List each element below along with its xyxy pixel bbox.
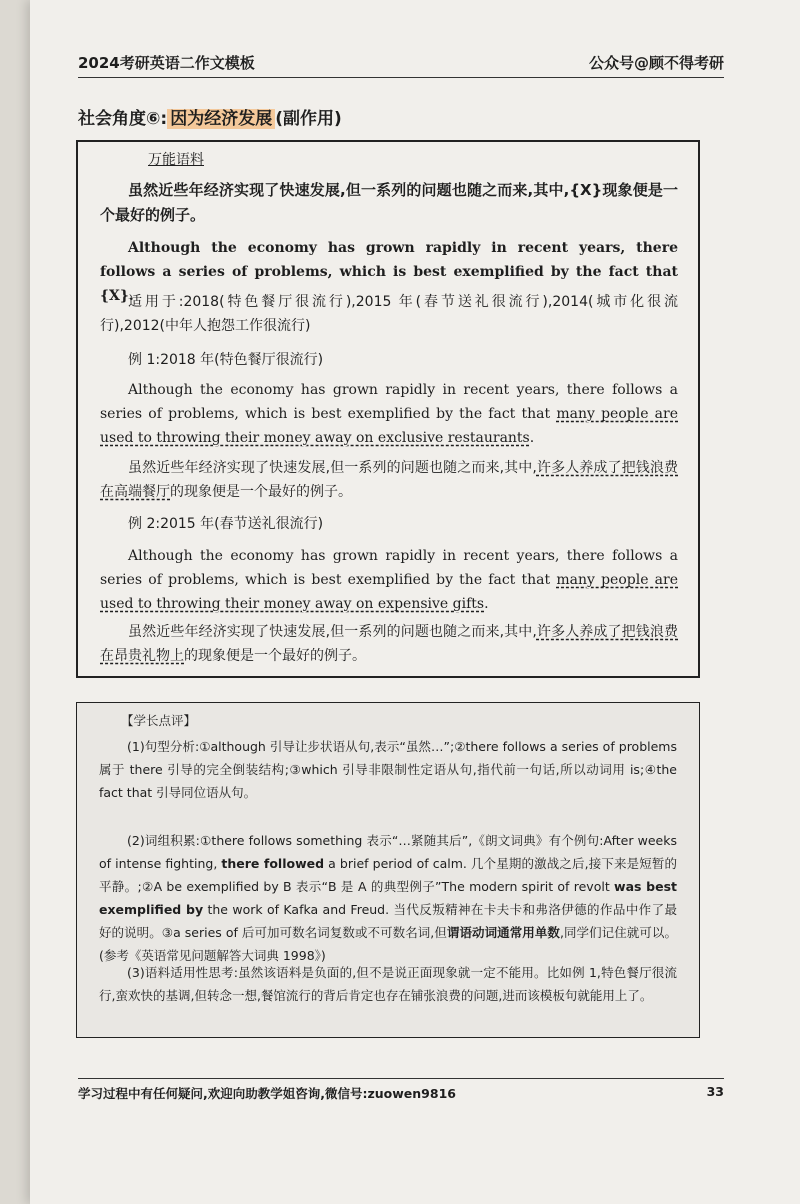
- running-header: [78, 52, 724, 78]
- section-prefix: 社会角度⑥:: [78, 109, 168, 129]
- section-highlight: 因为经济发展: [167, 109, 275, 129]
- example-1-cn: 虽然近些年经济实现了快速发展,但一系列的问题也随之而来,其中,许多人养成了把钱浪费在高端餐厅的现象便是一个最好的例子。: [100, 460, 679, 500]
- cn-template: 虽然近些年经济实现了快速发展,但一系列的问题也随之而来,其中,{X}现象便是一个最好的例子。: [100, 181, 678, 224]
- page-number: 33: [706, 1084, 724, 1099]
- example-1-cn-underline: 许多人养成了把钱浪费在高端餐厅: [100, 460, 679, 500]
- example-2-cn-underline: 许多人养成了把钱浪费在昂贵礼物上: [100, 624, 679, 664]
- example-2-cn: 虽然近些年经济实现了快速发展,但一系列的问题也随之而来,其中,许多人养成了把钱浪费在昂贵礼物上的现象便是一个最好的例子。: [100, 624, 679, 664]
- review-box: [76, 702, 700, 1038]
- section-suffix: (副作用): [275, 109, 342, 129]
- review-applicability: (3)语料适用性思考:虽然该语料是负面的,但不是说正面现象就一定不能用。比如例 1,特色餐厅很流行,蛮欢快的基调,但转念一想,餐馆流行的背后肯定也存在铺张浪费的问题,进而该模板句就能用上了。: [99, 965, 677, 1003]
- review-title: 【学长点评】: [121, 713, 197, 728]
- review-sentence-analysis: (1)句型分析:①although 引导让步状语从句,表示“虽然…”;②there follows a series of problems 属于 there 引导的完全倒装结构;③which 引导非限制性定语从句,指代前一句话,所以动词用 is;④the fact that 引导同位语从句。: [99, 739, 677, 800]
- example-2-en: Although the economy has grown rapidly in recent years, there follows a series of problems, which is best exemplified by the fact that many people are used to throwing their money away on expensive gifts.: [100, 548, 678, 612]
- corpus-box: [76, 140, 700, 678]
- example-1-en-underline: many people are used to throwing their money away on exclusive restaurants: [100, 406, 678, 446]
- book-page: [30, 0, 800, 1204]
- example-1-en: Although the economy has grown rapidly in recent years, there follows a series of problems, which is best exemplified by the fact that many people are used to throwing their money away on exclusive restaurants.: [100, 382, 678, 446]
- section-title: [78, 104, 342, 129]
- en-template: Although the economy has grown rapidly in recent years, there follows a series of problems, which is best exemplified by the fact that {X}.: [100, 240, 678, 304]
- header-book-title: 2024考研英语二作文模板: [78, 54, 255, 72]
- corpus-label: 万能语料: [148, 152, 204, 168]
- page-footer: [78, 1078, 724, 1102]
- header-account: 公众号@顾不得考研: [588, 54, 724, 72]
- example-2-label: 例 2:2015 年(春节送礼很流行): [128, 516, 324, 532]
- example-2-en-underline: many people are used to throwing their money away on expensive gifts: [100, 572, 678, 612]
- footer-contact: 学习过程中有任何疑问,欢迎向助教学姐咨询,微信号:zuowen9816: [78, 1086, 456, 1101]
- example-1-label: 例 1:2018 年(特色餐厅很流行): [128, 352, 324, 368]
- review-phrase-notes: (2)词组积累:①there follows something 表示“…紧随其后”,《朗文词典》有个例句:After weeks of intense fighting, there followed a brief period of calm. 几个星期的激战之后,接下来是短暂的平静。;②A be exemplified by B 表示“B 是 A 的典型例子”The modern spirit of revolt was best exemplified by the work of Kafka and Freud. 当代反叛精神在卡夫卡和弗洛伊德的作品中作了最好的说明。③a series of 后可加可数名词复数或不可数名词,但谓语动词通常用单数,同学们记住就可以。(参考《英语常见问题解答大词典 1998》): [99, 833, 677, 963]
- applies-to: 适用于:2018(特色餐厅很流行),2015 年(春节送礼很流行),2014(城市化很流行),2012(中年人抱怨工作很流行): [100, 294, 678, 334]
